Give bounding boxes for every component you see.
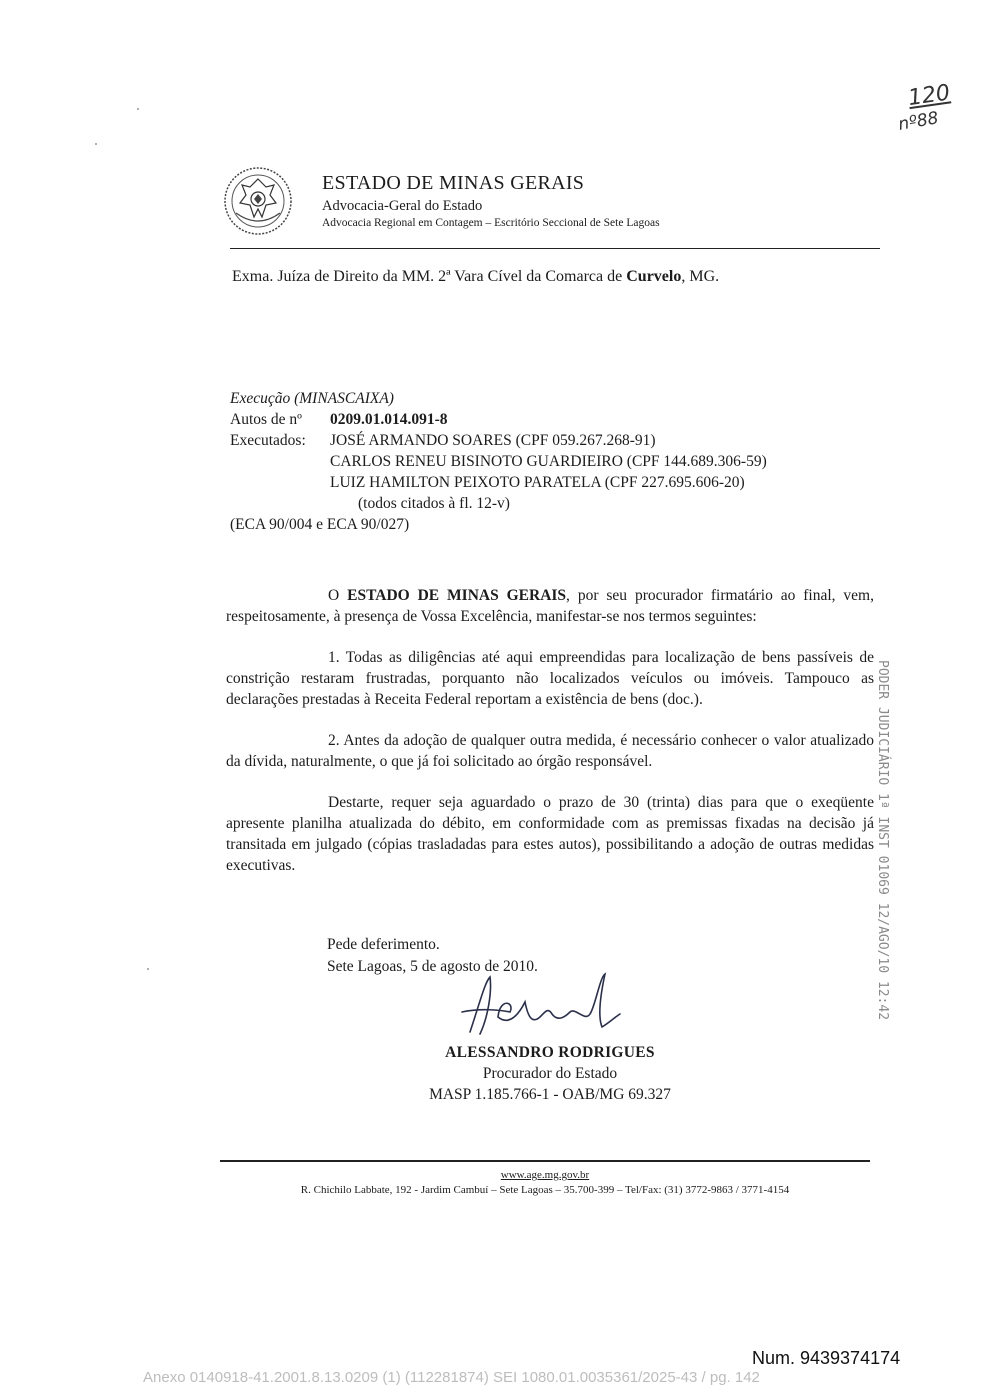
signer-block <box>380 1042 720 1105</box>
footer-address: R. Chichilo Labbate, 192 - Jardim Cambuí – Sete Lagoas – 35.700-399 – Tel/Fax: (31) 3772-9863 / 3771-4154 <box>300 1184 790 1196</box>
footer-url: www.age.mg.gov.br <box>500 1169 590 1181</box>
addressee-prefix: Exma. Juíza de Direito da MM. 2ª Vara Cível da Comarca de <box>232 268 627 285</box>
executado-name: CARLOS RENEU BISINOTO GUARDIEIRO (CPF 144.689.306-59) <box>330 453 767 470</box>
handwritten-signature <box>440 972 660 1042</box>
case-type: Execução (MINASCAIXA) <box>230 390 394 407</box>
signer-role: Procurador do Estado <box>482 1065 618 1082</box>
scan-speck <box>147 968 149 970</box>
document-number: Num. 9439374174 <box>752 1348 901 1368</box>
item-1-paragraph: 1. Todas as diligências até aqui empreendidas para localização de bens passíveis de constrição restaram frustradas, porquanto não localizados veículos ou imóveis. Tampouco as declarações prestadas à Receita Federal reportam a existência de bens (doc.). <box>226 649 874 708</box>
executados-label: Executados: <box>230 432 306 449</box>
letterhead-subtitle: Advocacia-Geral do Estado <box>322 198 483 214</box>
scan-speck <box>95 143 97 145</box>
case-autos-row <box>230 409 767 430</box>
letterhead-office: Advocacia Regional em Contagem – Escritório Seccional de Sete Lagoas <box>322 217 660 229</box>
page-annotation: nº88 <box>896 108 941 135</box>
addressee-suffix: , MG. <box>681 268 720 285</box>
closing-line-1: Pede deferimento. <box>327 936 440 953</box>
coat-of-arms-icon <box>222 165 294 237</box>
item-2-paragraph: 2. Antes da adoção de qualquer outra medida, é necessário conhecer o valor atualizado da dívida, naturalmente, o que já foi solicitado ao órgão responsável. <box>226 732 874 770</box>
header-divider <box>230 248 880 249</box>
executado-name: JOSÉ ARMANDO SOARES (CPF 059.267.268-91) <box>330 432 656 449</box>
protocol-stamp-text: PODER JUDICIÁRIO 1ª INST 01069 12/AGO/10 12:42 <box>875 660 890 1021</box>
petition-body <box>226 585 874 896</box>
eca-references: (ECA 90/004 e ECA 90/027) <box>230 516 410 533</box>
intro-paragraph <box>226 585 874 627</box>
intro-rest: , por seu procurador firmatário ao final, vem, respeitosamente, à presença de Vossa Excelência, manifestar-se nos termos seguintes: <box>226 587 874 625</box>
case-details <box>230 388 767 535</box>
signer-name: ALESSANDRO RODRIGUES <box>445 1044 655 1061</box>
request-paragraph: Destarte, requer seja aguardado o prazo de 30 (trinta) dias para que o exeqüente apresente planilha atualizada do débito, em conformidade com as premissas fixadas na decisão já transitada em julgado (cópias trasladadas para estes autos), possibilitando a adoção de outras medidas executivas. <box>226 794 874 874</box>
annex-reference: Anexo 0140918-41.2001.8.13.0209 (1) (112281874) SEI 1080.01.0035361/2025-43 / pg. 142 <box>143 1369 760 1386</box>
page-number: 120 <box>906 80 952 112</box>
intro-bold: ESTADO DE MINAS GERAIS <box>347 587 567 604</box>
closing-line-2: Sete Lagoas, 5 de agosto de 2010. <box>327 958 538 975</box>
protocol-stamp <box>870 660 910 1040</box>
citation-note: (todos citados à fl. 12-v) <box>358 495 510 512</box>
footer-divider <box>220 1160 870 1162</box>
signer-registration: MASP 1.185.766-1 - OAB/MG 69.327 <box>429 1086 671 1103</box>
letterhead-title: ESTADO DE MINAS GERAIS <box>322 172 585 194</box>
addressee <box>232 268 719 286</box>
addressee-city: Curvelo <box>626 268 682 285</box>
case-executado-row <box>230 430 767 451</box>
footer <box>220 1168 870 1198</box>
autos-number: 0209.01.014.091-8 <box>330 411 448 428</box>
intro-prefix: O <box>328 587 348 604</box>
scan-speck <box>137 108 139 110</box>
letterhead <box>322 172 660 229</box>
autos-label: Autos de nº <box>230 411 302 428</box>
handwritten-page-number <box>896 80 968 152</box>
executado-name: LUIZ HAMILTON PEIXOTO PARATELA (CPF 227.695.606-20) <box>330 474 745 491</box>
